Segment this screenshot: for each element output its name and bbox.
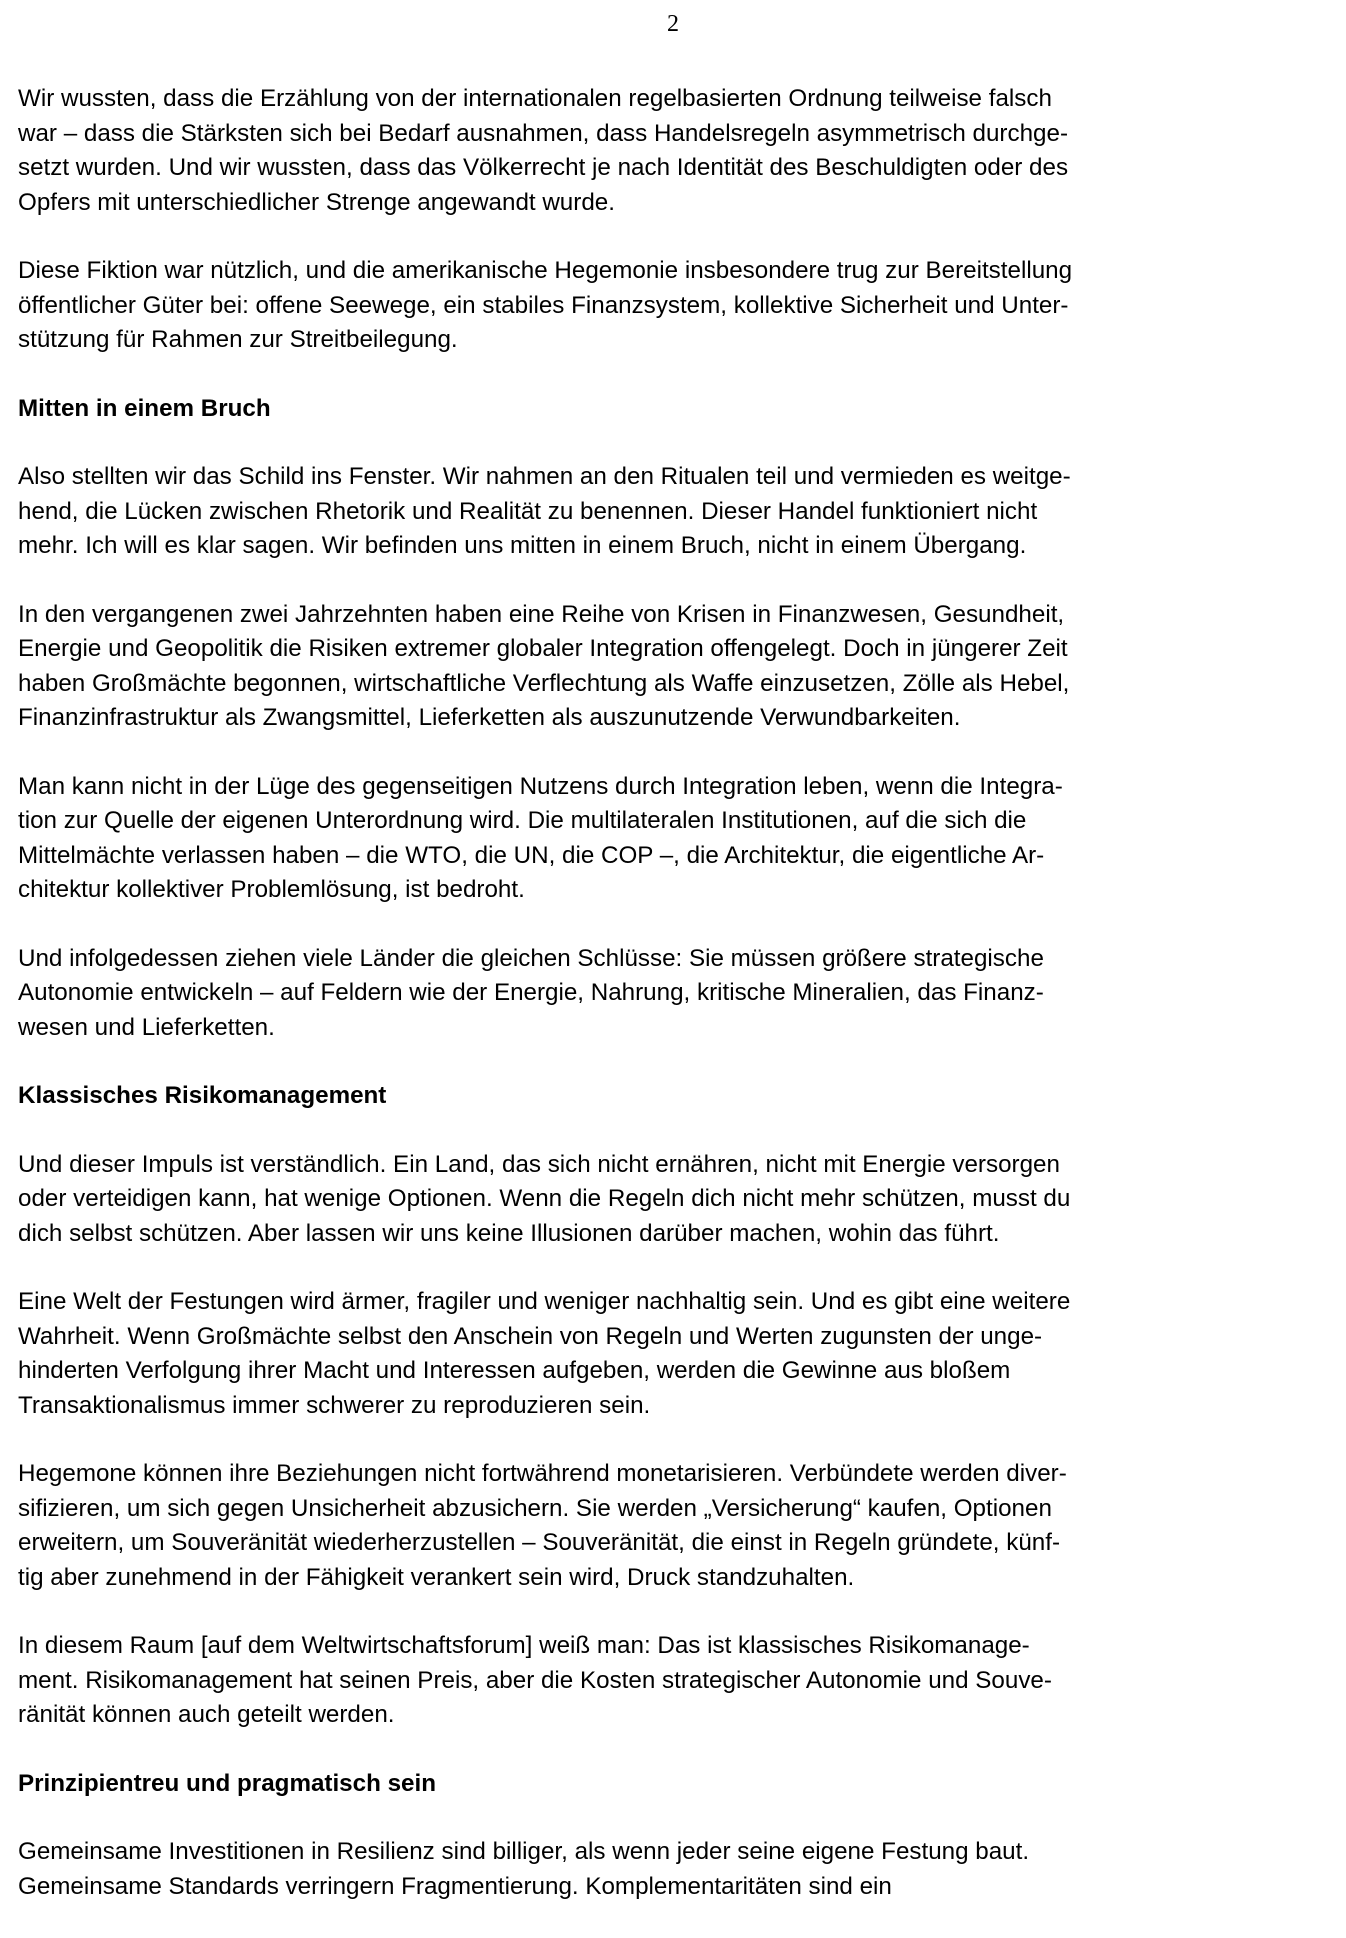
text-line: Und dieser Impuls ist verständlich. Ein Land, das sich nicht ernähren, nicht mit Energie versorgen (18, 1150, 1060, 1178)
section-heading (18, 1767, 1338, 1802)
text-line: tion zur Quelle der eigenen Unterordnung wird. Die multilateralen Institutionen, auf die sich die (18, 807, 1027, 834)
text-line: mehr. Ich will es klar sagen. Wir befinden uns mitten in einem Bruch, nicht in einem Übergang. (18, 532, 1027, 559)
text-line: war – dass die Stärksten sich bei Bedarf ausnahmen, dass Handelsregeln asymmetrisch durchge- (18, 119, 1068, 147)
text-line: ränität können auch geteilt werden. (18, 1701, 395, 1728)
text-line: Wahrheit. Wenn Großmächte selbst den Anschein von Regeln und Werten zugunsten der unge- (18, 1322, 1043, 1350)
paragraph (18, 942, 1338, 1046)
text-line: erweitern, um Souveränität wiederherzustellen – Souveränität, die einst in Regeln gründete, künf- (18, 1529, 1060, 1556)
text-line: Also stellten wir das Schild ins Fenster. Wir nahmen an den Ritualen teil und vermieden es weitge- (18, 463, 1071, 490)
text-line: wesen und Lieferketten. (18, 1013, 275, 1041)
text-line: haben Großmächte begonnen, wirtschaftliche Verflechtung als Waffe einzusetzen, Zölle als Hebel, (18, 669, 1070, 697)
paragraph (18, 460, 1338, 564)
text-line: dich selbst schützen. Aber lassen wir uns keine Illusionen darüber machen, wohin das führt. (18, 1219, 1000, 1247)
page-number: 2 (667, 11, 679, 37)
text-line: In diesem Raum [auf dem Weltwirtschaftsforum] weiß man: Das ist klassisches Risikomanage- (18, 1632, 1030, 1659)
text-line: hinderten Verfolgung ihrer Macht und Interessen aufgeben, werden die Gewinne aus bloßem (18, 1357, 1011, 1384)
text-line: Opfers mit unterschiedlicher Strenge angewandt wurde. (18, 188, 615, 216)
document-body (18, 82, 1338, 1938)
text-line: Wir wussten, dass die Erzählung von der internationalen regelbasierten Ordnung teilweise falsch (18, 85, 1052, 112)
text-line: sifizieren, um sich gegen Unsicherheit abzusichern. Sie werden „Versicherung“ kaufen, Optionen (18, 1494, 1052, 1522)
text-line: stützung für Rahmen zur Streitbeilegung. (18, 326, 458, 353)
text-line: oder verteidigen kann, hat wenige Optionen. Wenn die Regeln dich nicht mehr schützen, musst du (18, 1185, 1071, 1212)
text-line: Und infolgedessen ziehen viele Länder die gleichen Schlüsse: Sie müssen größere strategische (18, 944, 1044, 972)
paragraph (18, 254, 1338, 358)
text-line: Eine Welt der Festungen wird ärmer, fragiler und weniger nachhaltig sein. Und es gibt eine weitere (18, 1288, 1071, 1315)
paragraph (18, 598, 1338, 736)
text-line: Man kann nicht in der Lüge des gegenseitigen Nutzens durch Integration leben, wenn die Integra- (18, 772, 1063, 800)
text-line: hend, die Lücken zwischen Rhetorik und Realität zu benennen. Dieser Handel funktioniert nicht (18, 497, 1038, 525)
text-line: Hegemone können ihre Beziehungen nicht fortwährend monetarisieren. Verbündete werden diver- (18, 1460, 1067, 1487)
section-heading (18, 392, 1338, 427)
heading-text: Prinzipientreu und pragmatisch sein (18, 1769, 436, 1797)
text-line: Energie und Geopolitik die Risiken extremer globaler Integration offengelegt. Doch in jüngerer Zeit (18, 635, 1068, 662)
paragraph (18, 1285, 1338, 1423)
text-line: chitektur kollektiver Problemlösung, ist bedroht. (18, 876, 525, 903)
text-line: öffentlicher Güter bei: offene Seewege, ein stabiles Finanzsystem, kollektive Sicherheit und Unter- (18, 291, 1069, 319)
section-heading (18, 1079, 1338, 1114)
text-line: Autonomie entwickeln – auf Feldern wie der Energie, Nahrung, kritische Mineralien, das Finanz- (18, 979, 1044, 1006)
text-line: Gemeinsame Investitionen in Resilienz sind billiger, als wenn jeder seine eigene Festung baut. (18, 1838, 1030, 1865)
paragraph (18, 1629, 1338, 1733)
heading-text: Mitten in einem Bruch (18, 394, 271, 422)
text-line: Transaktionalismus immer schwerer zu reproduzieren sein. (18, 1391, 651, 1419)
paragraph (18, 1457, 1338, 1595)
paragraph (18, 770, 1338, 908)
heading-text: Klassisches Risikomanagement (18, 1082, 387, 1109)
text-line: ment. Risikomanagement hat seinen Preis, aber die Kosten strategischer Autonomie und Souve- (18, 1666, 1052, 1694)
text-line: Gemeinsame Standards verringern Fragmentierung. Komplementaritäten sind ein (18, 1872, 892, 1900)
text-line: Mittelmächte verlassen haben – die WTO, die UN, die COP –, die Architektur, die eigentliche Ar- (18, 841, 1045, 869)
text-line: setzt wurden. Und wir wussten, dass das Völkerrecht je nach Identität des Beschuldigten oder des (18, 154, 1069, 181)
text-line: Finanzinfrastruktur als Zwangsmittel, Lieferketten als auszunutzende Verwundbarkeiten. (18, 704, 961, 731)
paragraph (18, 1835, 1338, 1904)
text-line: tig aber zunehmend in der Fähigkeit verankert sein wird, Druck standzuhalten. (18, 1563, 855, 1591)
paragraph (18, 82, 1338, 220)
text-line: Diese Fiktion war nützlich, und die amerikanische Hegemonie insbesondere trug zur Bereitstellung (18, 257, 1073, 284)
paragraph (18, 1148, 1338, 1252)
text-line: In den vergangenen zwei Jahrzehnten haben eine Reihe von Krisen in Finanzwesen, Gesundheit, (18, 600, 1065, 628)
